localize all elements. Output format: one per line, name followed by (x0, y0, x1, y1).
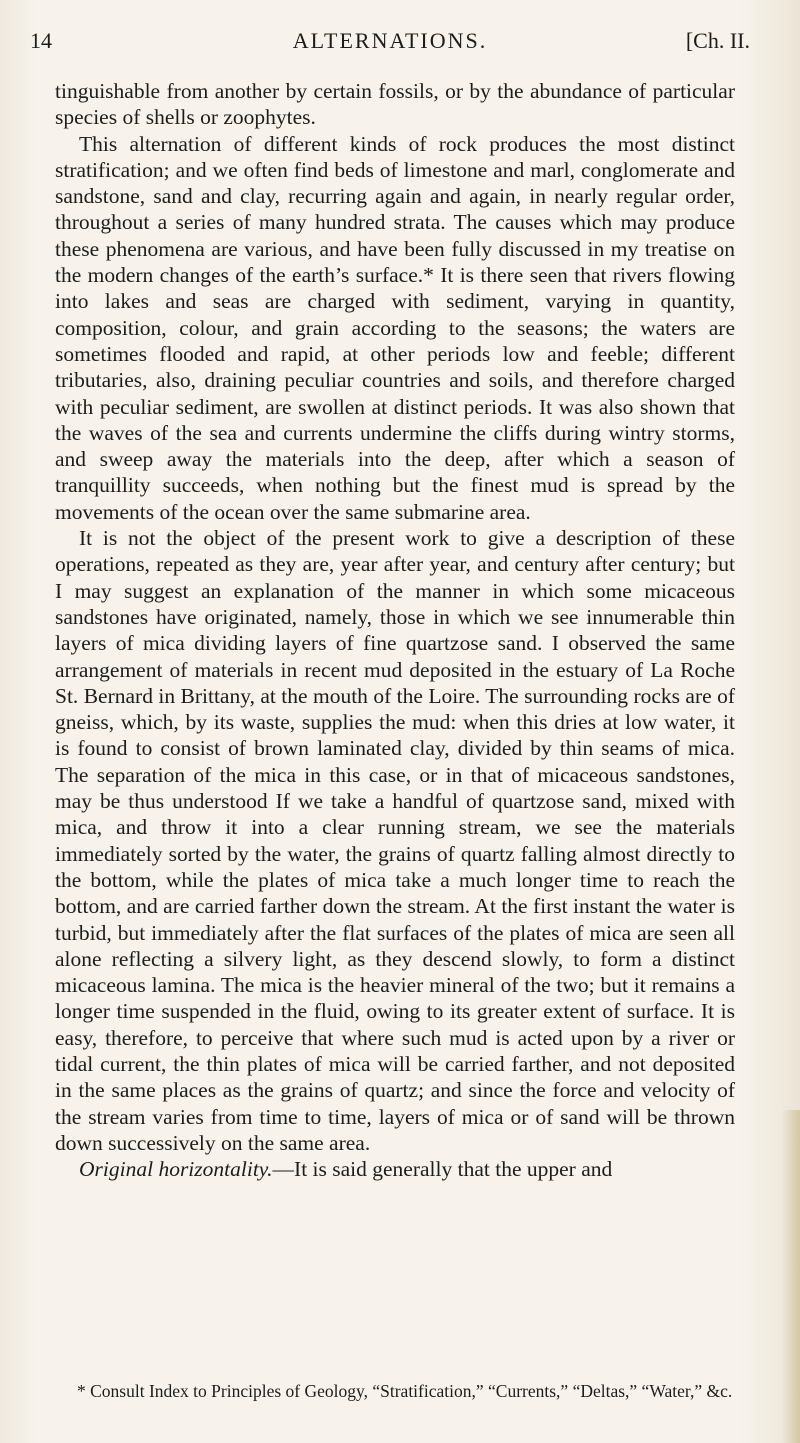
running-header (30, 28, 750, 62)
paragraph-continued: tinguishable from another by certain fossils, or by the abundance of particular species of shells or zoophytes. (55, 79, 735, 130)
page-number: 14 (30, 28, 52, 53)
page-edge-stain (782, 1110, 800, 1443)
running-title: ALTERNATIONS. (292, 28, 488, 53)
paragraph-original-horizontality (55, 1156, 735, 1182)
paragraph: It is not the object of the present work to give a description of these operations, repeated as they are, year after year, and century after century; but I may suggest an explanation of the manner in which some micaceous sandstones have originated, namely, those in which we see innumerable thin layers of mica dividing layers of fine quartzose sand. I observed the same arrangement of materials in recent mud deposited in the estuary of La Roche St. Bernard in Brittany, at the mouth of the Loire. The surrounding rocks are of gneiss, which, by its waste, supplies the mud: when this dries at low water, it is found to consist of brown laminated clay, divided by thin seams of mica. The separation of the mica in this case, or in that of micaceous sandstones, may be thus understood If we take a handful of quartzose sand, mixed with mica, and throw it into a clear running stream, we see the materials immediately sorted by the water, the grains of quartz falling almost directly to the bottom, while the plates of mica take a much longer time to reach the bottom, and are carried farther down the stream. At the first instant the water is turbid, but immediately after the flat surfaces of the plates of mica are seen all alone reflecting a silvery light, as they descend slowly, to form a distinct micaceous lamina. The mica is the heavier mineral of the two; but it remains a longer time suspended in the fluid, owing to its greater extent of surface. It is easy, therefore, to perceive that where such mud is acted upon by a river or tidal current, the thin plates of mica will be carried farther, and not deposited in the same places as the grains of quartz; and since the force and velocity of the stream varies from time to time, layers of mica or of sand will be thrown down successively on the same area. (55, 526, 735, 1155)
footnote (55, 1380, 735, 1402)
paragraph-text: —It is said generally that the upper and (272, 1157, 613, 1182)
paragraph: This alternation of different kinds of rock produces the most distinct stratification; and we often find beds of limestone and marl, conglomerate and sandstone, sand and clay, recurring again and again, in nearly regular order, throughout a series of many hundred strata. The causes which may produce these phenomena are various, and have been fully discussed in my treatise on the modern changes of the earth’s surface.* It is there seen that rivers flowing into lakes and seas are charged with sediment, varying in quantity, composition, colour, and grain according to the seasons; the waters are sometimes flooded and rapid, at other periods low and feeble; different tributaries, also, draining peculiar countries and soils, and therefore charged with peculiar sediment, are swollen at distinct periods. It was also shown that the waves of the sea and currents undermine the cliffs during wintry storms, and sweep away the materials into the deep, after which a season of tranquillity succeeds, when nothing but the finest mud is spread by the movements of the ocean over the same submarine area. (55, 131, 735, 524)
body-text (55, 78, 735, 1182)
section-heading-italic: Original horizontality. (79, 1157, 273, 1182)
chapter-label: [Ch. II. (685, 28, 750, 53)
footnote-text: * Consult Index to Principles of Geology, “Stratification,” “Currents,” “Deltas,” “Water,” &c. (77, 1381, 733, 1401)
